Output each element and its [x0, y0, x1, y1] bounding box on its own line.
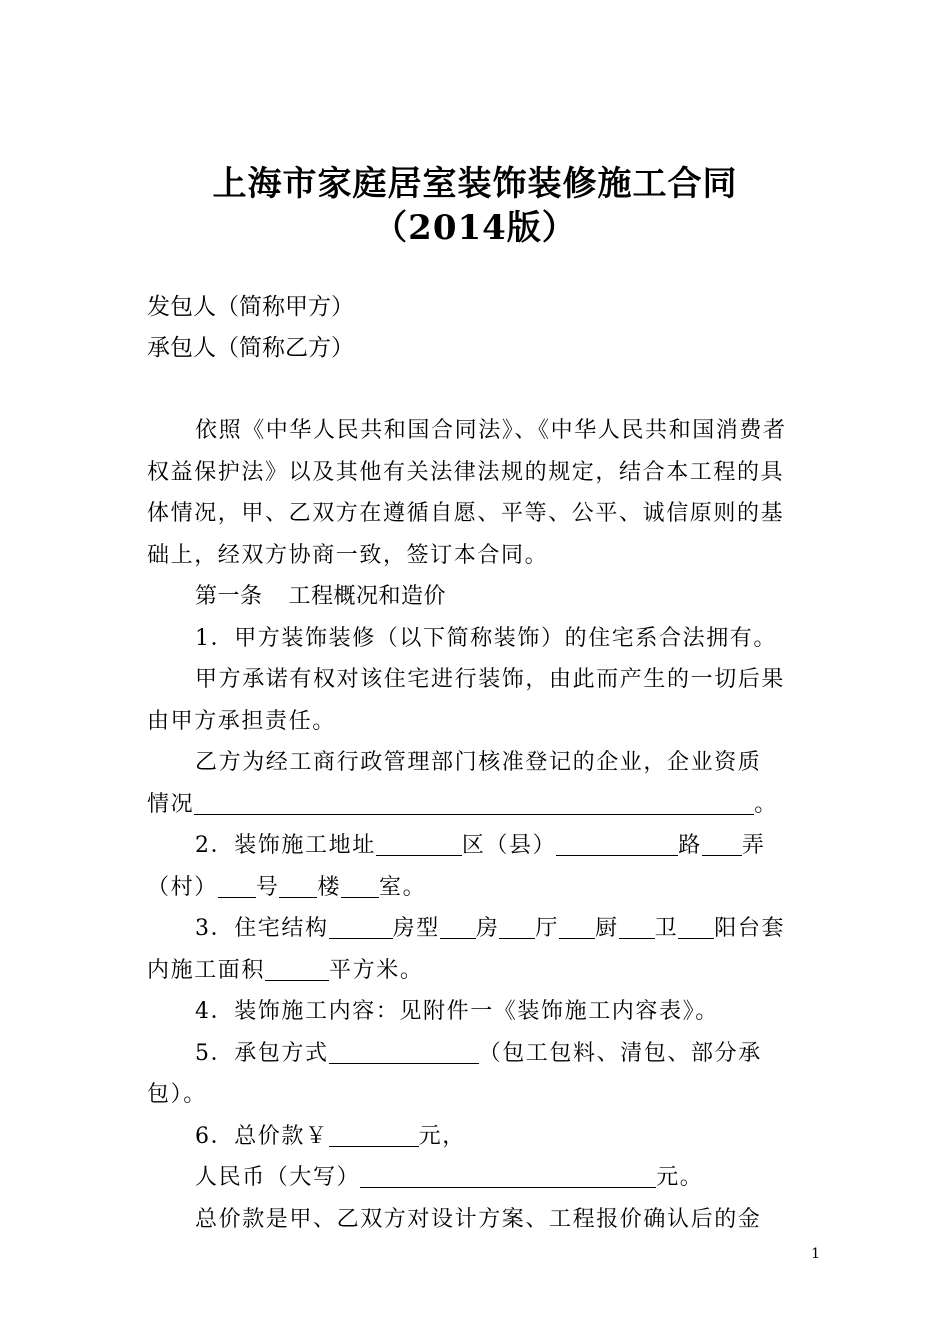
- preamble-paragraph: 依照《中华人民共和国合同法》、《中华人民共和国消费者权益保护法》以及其他有关法律法规的规定，结合本工程的具体情况，甲、乙双方在遵循自愿、平等、公平、诚信原则的基础上，经双方协商一致，签订本合同。: [147, 418, 787, 568]
- clause-6-rmb: [147, 1157, 807, 1199]
- article-title: 工程概况和造价: [288, 584, 447, 609]
- clause-1-line-3: 乙方为经工商行政管理部门核准登记的企业，企业资质: [195, 750, 762, 775]
- article-heading: [147, 576, 807, 618]
- house-type-label: 房型: [392, 916, 440, 941]
- area-blank[interactable]: [265, 954, 329, 981]
- road-blank[interactable]: [556, 829, 678, 856]
- employer-line: 发包人（简称甲方）: [147, 294, 354, 320]
- building-label: 楼: [317, 874, 342, 900]
- article-label: 第一条: [195, 584, 263, 609]
- halls-label: 厅: [535, 916, 560, 941]
- baths-label: 卫: [654, 916, 679, 941]
- rmb-unit: 元。: [656, 1165, 704, 1190]
- clause-4: 4．装饰施工内容：见附件一《装饰施工内容表》。: [195, 999, 719, 1024]
- contract-body: [147, 410, 807, 1240]
- lane-blank[interactable]: [702, 829, 742, 856]
- clause-6-note: 总价款是甲、乙双方对设计方案、工程报价确认后的金: [195, 1206, 762, 1232]
- structure-label: 3．住宅结构: [195, 916, 329, 941]
- clause-1-line-2: 甲方承诺有权对该住宅进行装饰，由此而产生的一切后果由甲方承担责任。: [147, 667, 786, 734]
- district-blank[interactable]: [376, 829, 462, 856]
- structure-blank[interactable]: [329, 912, 393, 939]
- number-label: 号: [255, 874, 280, 900]
- clause-5: [147, 1033, 807, 1116]
- qualification-end: 。: [754, 791, 778, 817]
- rmb-blank[interactable]: [360, 1161, 656, 1188]
- village-label: （村）: [147, 874, 218, 900]
- number-blank[interactable]: [218, 871, 256, 898]
- page-number: 1: [811, 1246, 820, 1262]
- qualification-blank[interactable]: [194, 788, 754, 815]
- room-blank[interactable]: [341, 871, 379, 898]
- halls-blank[interactable]: [499, 912, 535, 939]
- room-label: 室。: [379, 874, 427, 900]
- building-blank[interactable]: [279, 871, 317, 898]
- address-label: 2．装饰施工地址: [195, 833, 376, 858]
- clause-2: [147, 825, 807, 908]
- clause-1-line-1: 1．甲方装饰装修（以下简称装饰）的住宅系合法拥有。: [195, 625, 777, 651]
- clause-1-qualification: [147, 784, 807, 826]
- price-blank[interactable]: [329, 1120, 419, 1147]
- rmb-label: 人民币（大写）: [195, 1165, 361, 1190]
- road-label: 路: [678, 833, 702, 858]
- clause-3: [147, 908, 807, 991]
- contract-mode-options: （包工包料、清包、部分承包）。: [147, 1040, 762, 1107]
- contract-title: 上海市家庭居室装饰装修施工合同: [212, 164, 738, 204]
- lane-label: 弄: [741, 833, 766, 858]
- clause-6-price: [147, 1116, 807, 1158]
- kitchens-blank[interactable]: [559, 912, 595, 939]
- rooms-blank[interactable]: [440, 912, 476, 939]
- qualification-label: 情况: [147, 791, 195, 817]
- contractor-line: 承包人（简称乙方）: [147, 335, 354, 361]
- price-label: 6．总价款￥: [195, 1123, 329, 1149]
- contract-mode-label: 5．承包方式: [195, 1040, 329, 1066]
- district-label: 区（县）: [461, 833, 557, 858]
- balconies-blank[interactable]: [678, 912, 714, 939]
- area-unit: 平方米。: [329, 957, 424, 983]
- contract-version: （2014版）: [373, 208, 577, 248]
- kitchens-label: 厨: [595, 916, 619, 941]
- price-unit: 元，: [418, 1123, 466, 1149]
- contract-mode-blank[interactable]: [329, 1037, 479, 1064]
- area-label: 套内施工面积: [147, 916, 786, 983]
- balconies-label: 阳台: [714, 916, 762, 941]
- rooms-label: 房: [475, 916, 500, 941]
- baths-blank[interactable]: [619, 912, 655, 939]
